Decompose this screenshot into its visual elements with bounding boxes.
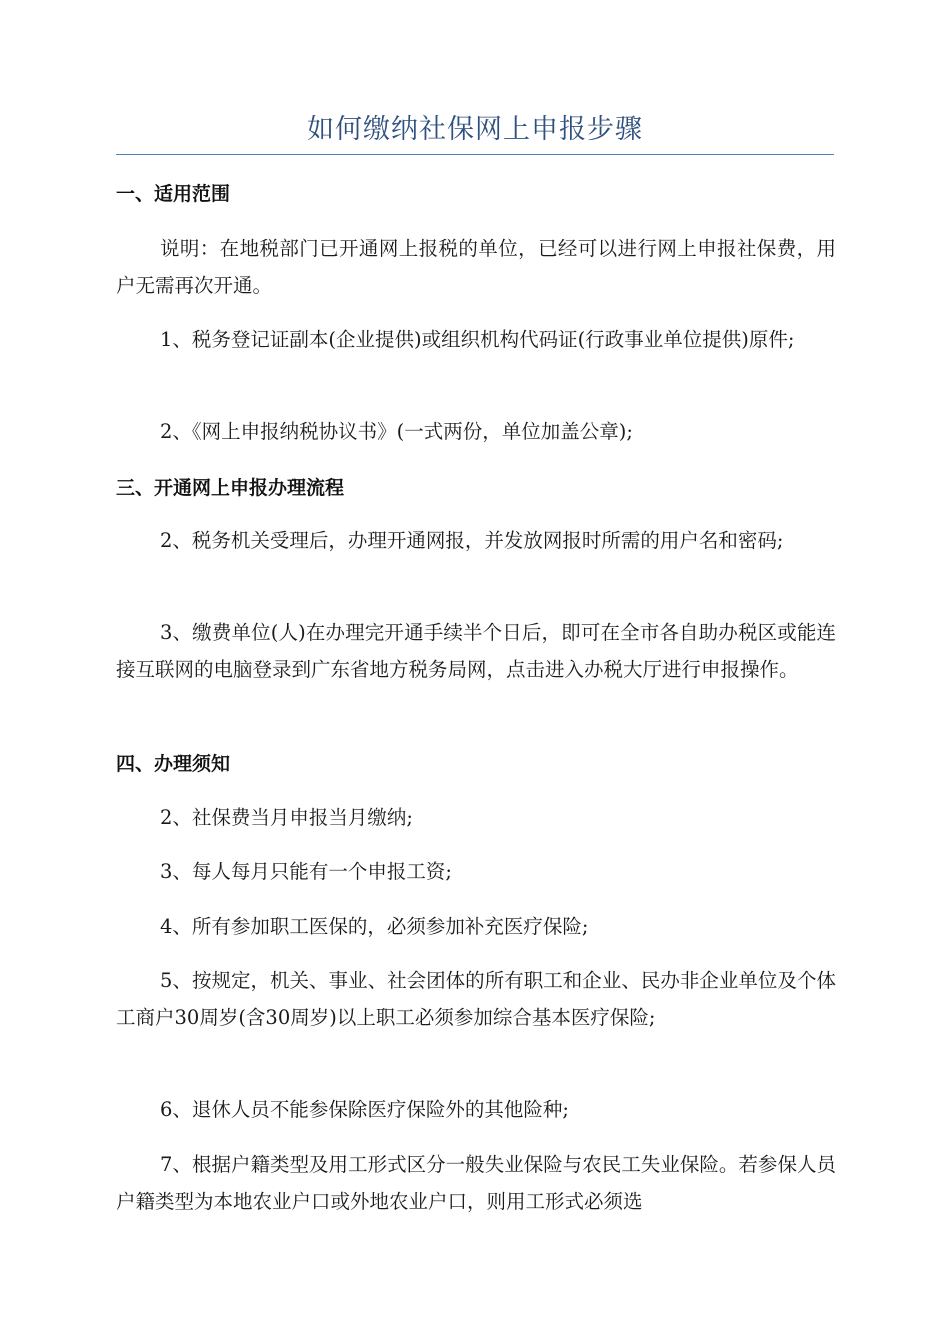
paragraph-notice-item-6: 6、退休人员不能参保除医疗保险外的其他险种; (160, 1098, 569, 1121)
paragraph-process-item-2: 2、税务机关受理后，办理开通网报，并发放网报时所需的用户名和密码; (160, 529, 784, 552)
paragraph-scope-item-1: 1、税务登记证副本(企业提供)或组织机构代码证(行政事业单位提供)原件; (160, 328, 795, 351)
paragraph-notice-item-2: 2、社保费当月申报当月缴纳; (160, 806, 413, 829)
paragraph-notice-item-7: 7、根据户籍类型及用工形式区分一般失业保险与农民工失业保险。若参保人员户籍类型为本地农业户口或外地农业户口，则用工形式必须选 (116, 1153, 836, 1213)
section-heading-notice: 四、办理须知 (116, 753, 231, 775)
section-heading-scope: 一、适用范围 (116, 183, 231, 205)
paragraph-process-item-3: 3、缴费单位(人)在办理完开通手续半个日后，即可在全市各自助办税区或能连接互联网的电脑登录到广东省地方税务局网，点击进入办税大厅进行申报操作。 (116, 621, 836, 681)
paragraph-scope-note: 说明：在地税部门已开通网上报税的单位，已经可以进行网上申报社保费，用户无需再次开通。 (116, 237, 836, 297)
title-underline (116, 154, 834, 155)
paragraph-notice-item-3: 3、每人每月只能有一个申报工资; (160, 860, 452, 883)
section-heading-process: 三、开通网上申报办理流程 (116, 477, 345, 499)
paragraph-scope-item-2: 2、《网上申报纳税协议书》(一式两份，单位加盖公章); (160, 420, 633, 443)
paragraph-notice-item-4: 4、所有参加职工医保的，必须参加补充医疗保险; (160, 915, 589, 938)
paragraph-notice-item-5: 5、按规定，机关、事业、社会团体的所有职工和企业、民办非企业单位及个体工商户30周岁(含30周岁)以上职工必须参加综合基本医疗保险; (116, 969, 836, 1029)
document-title: 如何缴纳社保网上申报步骤 (307, 114, 643, 145)
